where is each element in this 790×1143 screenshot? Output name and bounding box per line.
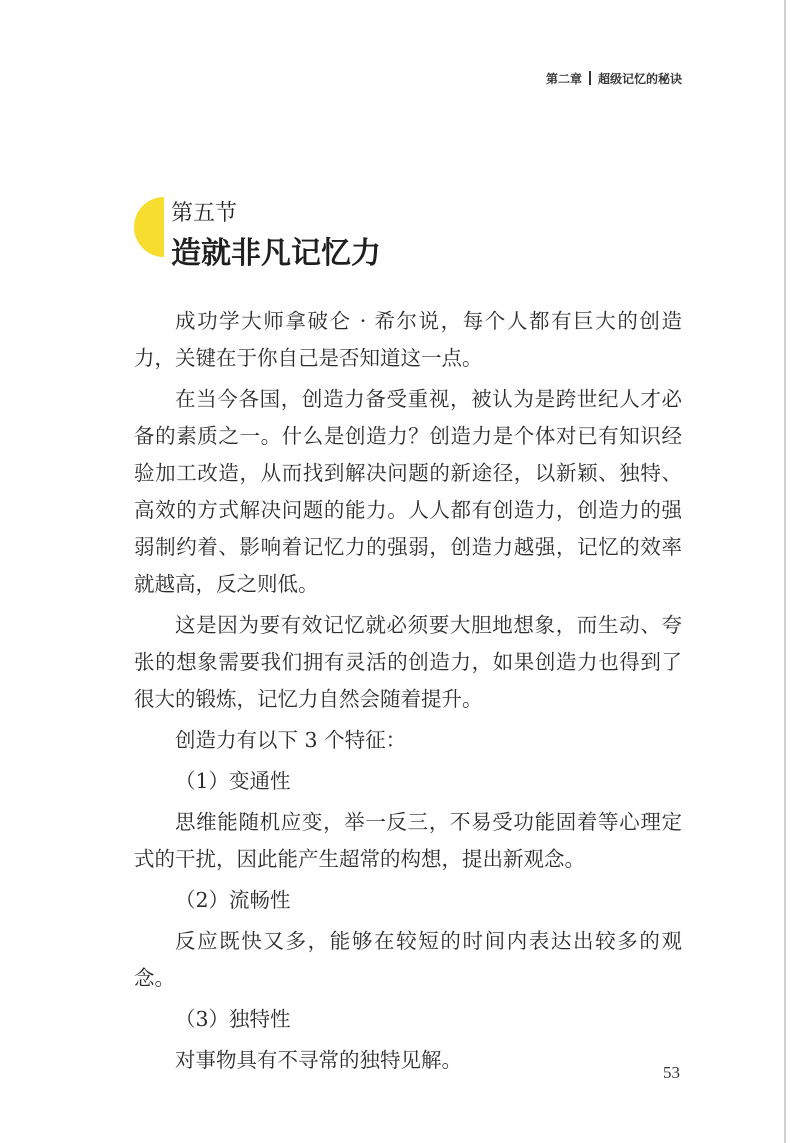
paragraph: 在当今各国，创造力备受重视，被认为是跨世纪人才必备的素质之一。什么是创造力？创造力是个体对已有知识经验加工改造，从而找到解决问题的新途径，以新颖、独特、高效的方式解决问题的能力。人人都有创造力，创造力的强弱制约着、影响着记忆力的强弱，创造力越强，记忆的效率就越高，反之则低。 xyxy=(134,387,682,596)
body-text xyxy=(134,303,682,1083)
section-title: 造就非凡记忆力 xyxy=(171,236,381,271)
chapter-title: 超级记忆的秘诀 xyxy=(597,72,682,86)
subheading: （2）流畅性 xyxy=(175,888,291,912)
paragraph: 思维能随机应变，举一反三，不易受功能固着等心理定式的干扰，因此能产生超常的构想，提出新观念。 xyxy=(134,810,682,871)
page-edge-line xyxy=(784,0,786,1143)
paragraph: 反应既快又多，能够在较短的时间内表达出较多的观念。 xyxy=(134,929,682,990)
page-number: 53 xyxy=(663,1063,680,1082)
subheading: （1）变通性 xyxy=(175,769,291,793)
chapter-number: 第二章 xyxy=(545,72,582,86)
section-label: 第五节 xyxy=(171,201,238,226)
subheading: （3）独特性 xyxy=(175,1007,291,1031)
header-separator xyxy=(589,71,591,85)
running-header xyxy=(546,70,682,87)
paragraph: 这是因为要有效记忆就必须要大胆地想象，而生动、夸张的想象需要我们拥有灵活的创造力，如果创造力也得到了很大的锻炼，记忆力自然会随着提升。 xyxy=(134,613,682,711)
paragraph: 创造力有以下 3 个特征： xyxy=(175,728,407,752)
paragraph: 对事物具有不寻常的独特见解。 xyxy=(175,1048,462,1072)
section-half-circle-marker xyxy=(134,197,164,257)
paragraph: 成功学大师拿破仑 · 希尔说，每个人都有巨大的创造力，关键在于你自己是否知道这一点。 xyxy=(134,309,682,370)
